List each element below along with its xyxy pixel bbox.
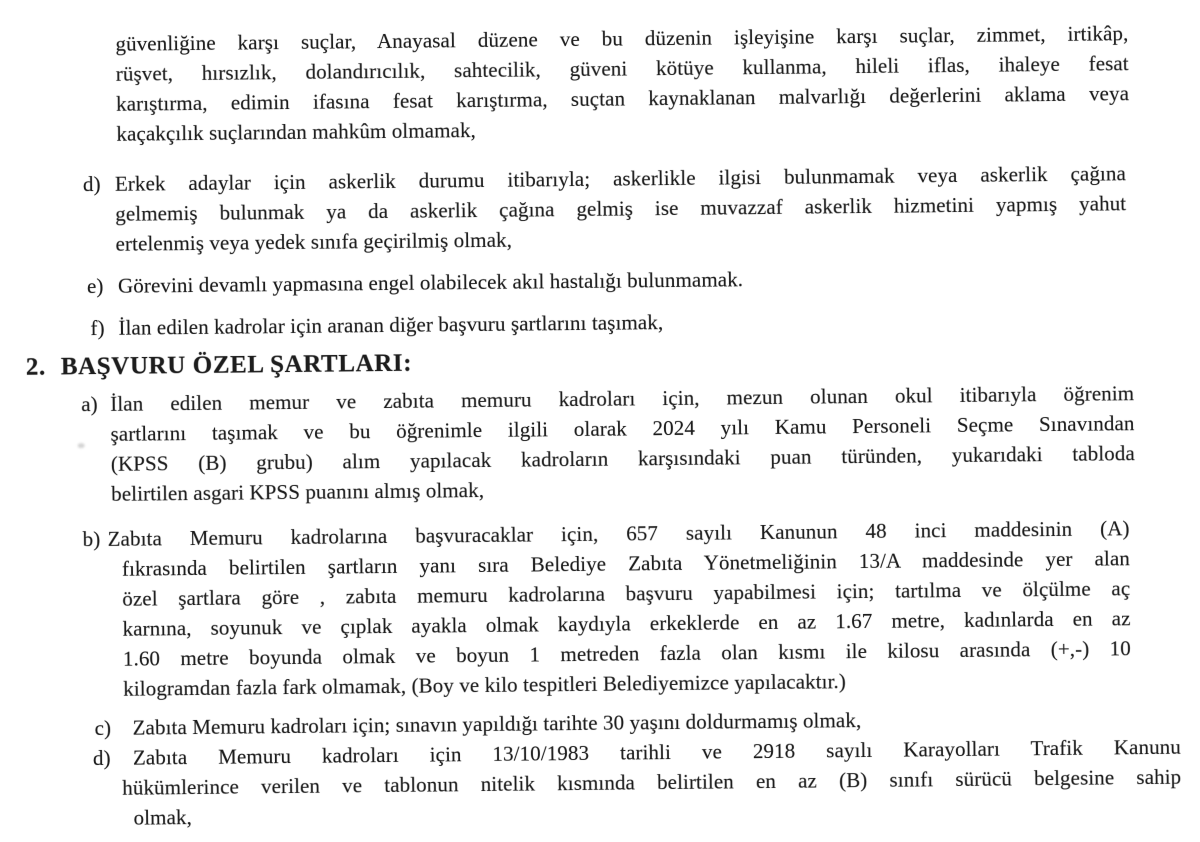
item-label: d) bbox=[82, 171, 101, 197]
list-item-d2 bbox=[92, 732, 1182, 833]
section-number: 2. bbox=[25, 353, 46, 381]
text-line: Görevini devamlı yapmasına engel olabilecek akıl hastalığı bulunmamak. bbox=[117, 267, 744, 298]
text-line: rüşvet, hırsızlık, dolandırıcılık, sahtecilik, güveni kötüye kullanma, hileli iflas, ihaleye fesat bbox=[115, 51, 1129, 86]
text-line: hükümlerince verilen ve tablonun nitelik kısmında belirtilen en az (B) sınıfı sürücü belgesine sahip bbox=[122, 764, 1182, 800]
text-line: İlan edilen memur ve zabıta memuru kadroları için, mezun olunan okul itibarıyla öğrenim bbox=[110, 381, 1135, 416]
text-line: Erkek adaylar için askerlik durumu itibarıyla; askerlikle ilgisi bulunmamak veya askerlik çağına bbox=[114, 161, 1127, 196]
item-label: d) bbox=[92, 745, 111, 771]
text-line: belirtilen asgari KPSS puanını almış olmak, bbox=[111, 477, 485, 506]
text-line: olmak, bbox=[133, 805, 193, 830]
list-item-d bbox=[82, 158, 1127, 259]
text-line: Zabıta Memuru kadroları için 13/10/1983 tarihli ve 2918 sayılı Karayolları Trafik Kanunu bbox=[132, 734, 1182, 770]
item-label: f) bbox=[90, 315, 105, 341]
text-line: Zabıta Memuru kadrolarına başvuracaklar için, 657 sayılı Kanunun 48 inci maddesinin (A) bbox=[107, 516, 1130, 551]
text-line: (KPSS (B) grubu) alım yapılacak kadroların karşısındaki puan türünden, yukarıdaki tabloda bbox=[110, 441, 1135, 476]
text-line: güvenliğine karşı suçlar, Anayasal düzene ve bu düzenin işleyişine karşı suçlar, zimmet, irtikâp, bbox=[115, 21, 1129, 56]
scan-artifact-dot bbox=[78, 443, 85, 448]
text-line: şartlarını taşımak ve bu öğrenimle ilgili olarak 2024 yılı Kamu Personeli Seçme Sınavından bbox=[110, 411, 1135, 446]
text-line: karnına, soyunuk ve çıplak ayakla olmak kaydıyla erkeklerde en az 1.67 metre, kadınlarda en az bbox=[122, 606, 1131, 641]
list-item-f bbox=[90, 302, 1129, 343]
text-line: ertelenmiş veya yedek sınıfa geçirilmiş olmak, bbox=[115, 227, 513, 256]
text-line: 1.60 metre boyunda olmak ve boyun 1 metreden fazla olan kısmı ile kilosu arasında (+,-) 10 bbox=[122, 636, 1131, 671]
text-line: karıştırma, edimin ifasına fesat karıştırma, suçtan kaynaklanan malvarlığı değerlerini aklama veya bbox=[115, 81, 1130, 116]
item-label: e) bbox=[86, 273, 104, 299]
text-line: İlan edilen kadrolar için aranan diğer başvuru şartlarını taşımak, bbox=[118, 310, 664, 340]
text-line: özel şartlara göre , zabıta memuru kadrolarına başvuru yapabilmesi için; tartılma ve ölçülme aç bbox=[122, 576, 1131, 611]
section-heading bbox=[25, 348, 413, 384]
text-line: Zabıta Memuru kadroları için; sınavın yapıldığı tarihte 30 yaşını doldurmamış olmak, bbox=[132, 708, 862, 740]
item-label: b) bbox=[82, 526, 101, 552]
list-item-e bbox=[86, 260, 1129, 301]
text-line: kilogramdan fazla fark olmamak, (Boy ve kilo tespitleri Belediyemizce yapılacaktır.) bbox=[123, 669, 847, 701]
text-line: kaçakçılık suçlarından mahkûm olmamak, bbox=[116, 118, 477, 146]
item-label: a) bbox=[81, 391, 98, 417]
text-line: fıkrasında belirtilen şartların yanı sıra Belediye Zabıta Yönetmeliğinin 13/A maddesinde yer alan bbox=[121, 546, 1131, 581]
text-line: gelmemiş bulunmak ya da askerlik çağına gelmiş ise muvazzaf askerlik hizmetini yapmış yahut bbox=[115, 191, 1127, 226]
intro-continuation-paragraph bbox=[115, 18, 1129, 149]
section-title: BAŞVURU ÖZEL ŞARTLARI: bbox=[60, 349, 413, 381]
list-item-a bbox=[81, 378, 1135, 509]
list-item-b bbox=[82, 513, 1131, 704]
item-label: c) bbox=[94, 715, 112, 741]
